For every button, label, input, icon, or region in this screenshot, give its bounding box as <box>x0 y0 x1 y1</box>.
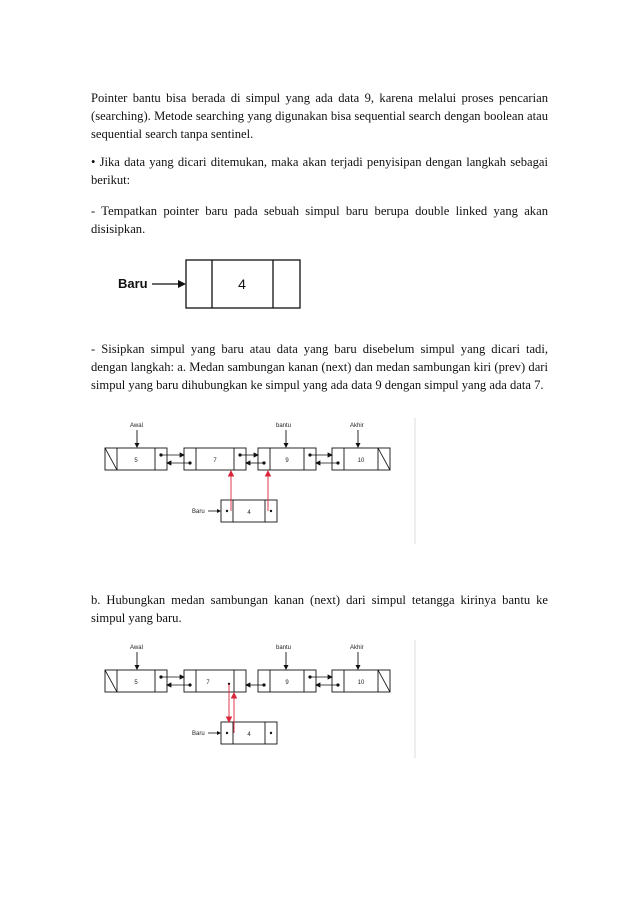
node-5 <box>105 448 167 470</box>
paragraph-jika-ditemukan <box>91 153 548 189</box>
paragraph-sisipkan: - Sisipkan simpul yang baru atau data yang baru disebelum simpul yang dicari tadi, dengan langkah: a. Medan sambungan kanan (next) dan medan sambungan kiri (prev) dari simpul yang baru dihubungkan ke simpul yang ada data 9 dengan simpul yang ada data 7. <box>91 342 548 392</box>
paragraph-hubungkan: b. Hubungkan medan sambungan kanan (next) dari simpul tetangga kirinya bantu ke simpul yang baru. <box>91 593 548 625</box>
baru-arrowhead-icon <box>178 280 186 288</box>
bantu-arrowhead-icon <box>284 443 289 448</box>
new-node-4-b <box>221 722 277 744</box>
svg-text:10: 10 <box>357 458 365 464</box>
node-9-b <box>258 670 316 692</box>
akhir-arrowhead-icon <box>356 443 361 448</box>
node-7-b <box>184 670 246 692</box>
label-akhir-b: Akhir <box>350 645 364 651</box>
bantu-arrowhead-icon <box>284 665 289 670</box>
paragraph-jika-text: Jika data yang dicari ditemukan, maka akan terjadi penyisipan dengan langkah sebagai berikut: <box>91 155 549 187</box>
bullet-icon: • <box>91 155 96 169</box>
svg-text:7: 7 <box>206 680 210 686</box>
label-bantu-b: bantu <box>276 645 292 651</box>
awal-arrowhead-icon <box>135 443 140 448</box>
awal-arrowhead-icon <box>135 665 140 670</box>
paragraph-pointer-bantu: Pointer bantu bisa berada di simpul yang ada data 9, karena melalui proses pencarian (searching). Metode searching yang digunakan bisa sequential search dengan boolean atau sequential search tanpa sentinel. <box>91 91 548 141</box>
baru-pointer-label: Baru <box>118 276 148 291</box>
node-7 <box>184 448 246 470</box>
figure-new-node <box>110 256 310 312</box>
svg-text:9: 9 <box>285 458 289 464</box>
paragraph-tempatkan: - Tempatkan pointer baru pada sebuah simpul baru berupa double linked yang akan disisipkan. <box>91 204 548 236</box>
svg-text:7: 7 <box>213 458 217 464</box>
svg-text:5: 5 <box>134 680 138 686</box>
svg-text:9: 9 <box>285 680 289 686</box>
svg-text:5: 5 <box>134 458 138 464</box>
label-baru: Baru <box>192 509 205 515</box>
node-10 <box>332 448 390 470</box>
label-bantu: bantu <box>276 423 292 429</box>
svg-text:10: 10 <box>357 680 365 686</box>
node-5-b <box>105 670 167 692</box>
figure-step-b <box>100 640 420 760</box>
svg-text:4: 4 <box>247 510 251 516</box>
label-baru-b: Baru <box>192 731 205 737</box>
svg-text:4: 4 <box>247 732 251 738</box>
new-node-value: 4 <box>238 276 246 292</box>
akhir-arrowhead-icon <box>356 665 361 670</box>
node-10-b <box>332 670 390 692</box>
label-awal: Awal <box>130 423 143 429</box>
figure-step-a <box>100 418 420 546</box>
label-akhir: Akhir <box>350 423 364 429</box>
new-node-4 <box>221 500 277 522</box>
label-awal-b: Awal <box>130 645 143 651</box>
node-9 <box>258 448 316 470</box>
